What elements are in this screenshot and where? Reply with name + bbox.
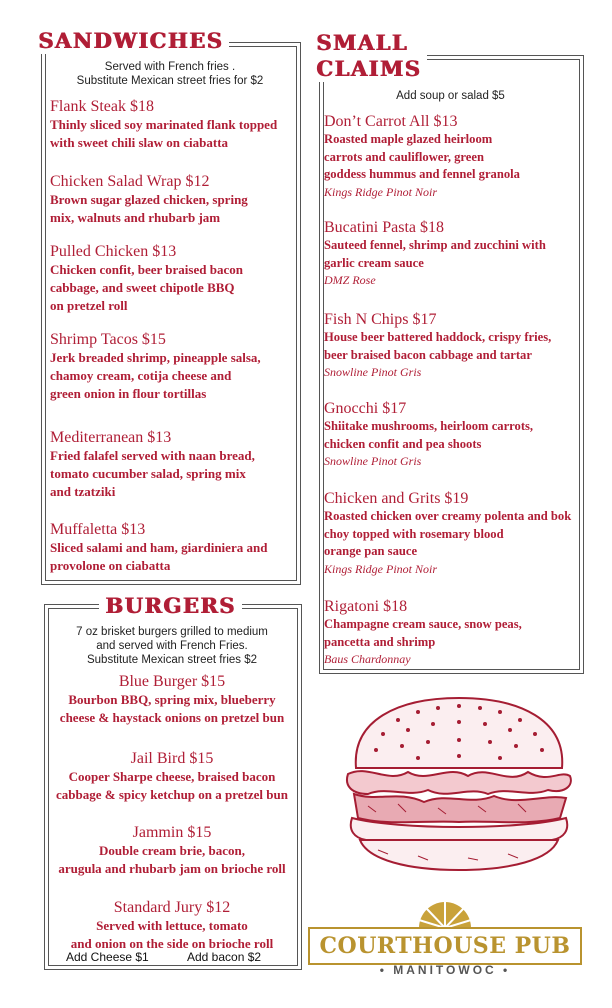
item-description-line: Brown sugar glazed chicken, spring bbox=[50, 192, 248, 207]
item-description-line: Fried falafel served with naan bread, bbox=[50, 448, 255, 463]
menu-item bbox=[324, 597, 580, 668]
item-description-line: Roasted maple glazed heirloom bbox=[324, 132, 493, 146]
item-description-line: chicken confit and pea shoots bbox=[324, 436, 482, 451]
item-description-line: House beer battered haddock, crispy fries, bbox=[324, 330, 552, 344]
item-description-line: Chicken confit, beer braised bacon bbox=[50, 262, 243, 277]
item-description-line: Sauteed fennel, shrimp and zucchini with bbox=[324, 238, 546, 252]
item-description-line: Thinly sliced soy marinated flank topped bbox=[50, 117, 278, 132]
item-description-line: mix, walnuts and rhubarb jam bbox=[50, 210, 221, 225]
item-description-line: pancetta and shrimp bbox=[324, 634, 436, 649]
item-title: Jammin $15 bbox=[132, 824, 212, 841]
menu-item bbox=[324, 112, 580, 201]
item-description-line: provolone on ciabatta bbox=[50, 558, 171, 573]
menu-item bbox=[46, 898, 298, 953]
item-description-line: cabbage, and sweet chipotle BBQ bbox=[50, 280, 235, 295]
item-description-line: tomato cucumber salad, spring mix bbox=[50, 466, 246, 481]
item-description-line: cheese & haystack onions on pretzel bun bbox=[59, 710, 285, 725]
item-title: Gnocchi $17 bbox=[324, 400, 407, 417]
burgers-note: 7 oz brisket burgers grilled to medium and served with French Fries. Substitute Mexican street fries $2 bbox=[76, 626, 268, 666]
addon-bacon: Add bacon $2 bbox=[187, 950, 262, 964]
menu-item bbox=[324, 489, 580, 578]
item-description-line: carrots and cauliflower, green bbox=[324, 149, 484, 164]
item-description-line: Champagne cream sauce, snow peas, bbox=[324, 617, 522, 631]
addon-cheese: Add Cheese $1 bbox=[66, 950, 149, 964]
item-title: Chicken Salad Wrap $12 bbox=[50, 173, 210, 190]
menu-item bbox=[50, 172, 298, 227]
menu-item bbox=[324, 310, 580, 381]
sandwiches-note: Served with French fries . Substitute Mexican street fries for $2 bbox=[76, 61, 264, 87]
menu-item bbox=[324, 218, 580, 289]
item-title: Mediterranean $13 bbox=[50, 429, 172, 446]
item-title: Pulled Chicken $13 bbox=[50, 243, 177, 260]
menu-item bbox=[50, 520, 298, 575]
wine-pairing: Kings Ridge Pinot Noir bbox=[324, 561, 438, 576]
menu-item bbox=[46, 823, 298, 878]
item-title: Shrimp Tacos $15 bbox=[50, 331, 166, 348]
item-title: Don’t Carrot All $13 bbox=[324, 113, 458, 130]
burgers-heading: BURGERS bbox=[99, 593, 242, 619]
item-title: Blue Burger $15 bbox=[118, 673, 226, 690]
item-description-line: green onion in flour tortillas bbox=[50, 386, 207, 401]
item-description-line: Sliced salami and ham, giardiniera and bbox=[50, 540, 268, 555]
item-description-line: orange pan sauce bbox=[324, 544, 418, 558]
item-title: Flank Steak $18 bbox=[50, 98, 154, 115]
item-description-line: choy topped with rosemary blood bbox=[324, 526, 504, 541]
item-title: Standard Jury $12 bbox=[113, 899, 231, 916]
menu-item bbox=[50, 242, 298, 315]
item-description-line: beer braised bacon cabbage and tartar bbox=[324, 347, 532, 362]
item-description-line: Double cream brie, bacon, bbox=[99, 843, 245, 858]
sunburst-icon bbox=[415, 902, 475, 928]
sandwiches-heading: SANDWICHES bbox=[32, 28, 229, 54]
item-description-line: chamoy cream, cotija cheese and bbox=[50, 368, 232, 383]
menu-item bbox=[50, 97, 298, 152]
wine-pairing: Snowline Pinot Gris bbox=[324, 365, 422, 379]
item-title: Bucatini Pasta $18 bbox=[324, 219, 444, 236]
item-title: Chicken and Grits $19 bbox=[324, 490, 469, 507]
item-description-line: Bourbon BBQ, spring mix, blueberry bbox=[68, 692, 276, 707]
menu-item bbox=[50, 428, 298, 501]
item-description-line: garlic cream sauce bbox=[324, 255, 424, 270]
burger-illustration bbox=[338, 690, 580, 876]
wine-pairing: Baus Chardonnay bbox=[324, 652, 411, 666]
item-description-line: arugula and rhubarb jam on brioche roll bbox=[58, 861, 286, 876]
wine-pairing: Kings Ridge Pinot Noir bbox=[324, 184, 438, 199]
item-description-line: cabbage & spicy ketchup on a pretzel bun bbox=[56, 787, 288, 802]
item-description-line: Jerk breaded shrimp, pineapple salsa, bbox=[50, 350, 261, 365]
item-title: Jail Bird $15 bbox=[130, 750, 214, 767]
item-description-line: with sweet chili slaw on ciabatta bbox=[50, 135, 229, 150]
item-description-line: Cooper Sharpe cheese, braised bacon bbox=[68, 769, 276, 784]
menu-item bbox=[46, 749, 298, 804]
small-claims-heading: SMALL CLAIMS bbox=[310, 30, 427, 82]
menu-item bbox=[46, 672, 298, 727]
item-title: Fish N Chips $17 bbox=[324, 311, 437, 328]
item-description-line: and tzatziki bbox=[50, 484, 116, 499]
item-description-line: Served with lettuce, tomato bbox=[96, 918, 248, 933]
logo-city: • MANITOWOC • bbox=[379, 963, 511, 977]
menu-item bbox=[324, 399, 580, 470]
small-claims-note: Add soup or salad $5 bbox=[396, 90, 505, 102]
menu-item bbox=[50, 330, 298, 403]
item-description-line: goddess hummus and fennel granola bbox=[324, 167, 520, 181]
item-description-line: on pretzel roll bbox=[50, 298, 128, 313]
wine-pairing: DMZ Rose bbox=[324, 273, 376, 287]
item-title: Muffaletta $13 bbox=[50, 521, 146, 538]
logo bbox=[308, 927, 582, 965]
logo-name: COURTHOUSE PUB bbox=[319, 933, 571, 959]
item-description-line: Shiitake mushrooms, heirloom carrots, bbox=[324, 419, 534, 433]
item-description-line: Roasted chicken over creamy polenta and bok bbox=[324, 509, 572, 523]
item-title: Rigatoni $18 bbox=[324, 598, 408, 615]
item-description-line: and onion on the side on brioche roll bbox=[70, 936, 274, 951]
wine-pairing: Snowline Pinot Gris bbox=[324, 454, 422, 468]
